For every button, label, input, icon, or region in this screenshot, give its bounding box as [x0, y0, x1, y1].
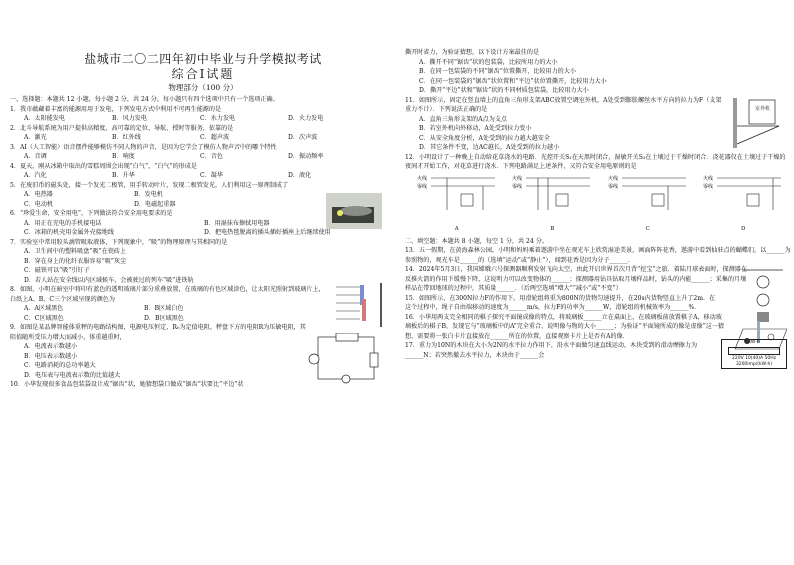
exam-header — [10, 52, 396, 93]
circuit-option-b[interactable] — [512, 174, 592, 235]
option[interactable]: B．电压表示数越小 — [24, 352, 78, 360]
option[interactable]: B．红外线 — [112, 134, 141, 141]
question-7: 7．实验室中常用胶头滴管吸取液体，下列现象中，“吸”的物理原理与其相同的是 — [10, 238, 228, 246]
question-11-block — [405, 96, 791, 153]
option[interactable]: B．升华 — [112, 172, 135, 179]
option[interactable]: B．在同一包装袋的不同“锯齿”位置撕开，比较用力的大小 — [419, 68, 576, 75]
circuit-option-d[interactable] — [703, 174, 783, 235]
section-1-title: 一、选择题：本题共 12 小题，每小题 2 分，共 24 分。每小题只有四个选项中只有一个选项正确。 — [10, 96, 279, 103]
option-label: D — [741, 226, 746, 232]
question-4-options — [10, 171, 396, 181]
circuit-options — [409, 174, 791, 235]
circuit-diagram — [512, 174, 592, 222]
exam-subtitle: 综合Ⅰ试题 — [171, 67, 235, 81]
meter-display — [728, 347, 780, 355]
question-8-block — [10, 285, 396, 323]
question-3-options — [10, 152, 396, 162]
question-1-options — [10, 114, 396, 124]
meter-unit: kW·h — [748, 340, 760, 345]
option[interactable]: B．B区域白色 — [144, 305, 184, 312]
option-label: B — [550, 226, 555, 232]
option[interactable]: C．音色 — [200, 153, 223, 160]
left-column — [10, 0, 396, 565]
question-14: 14．2024年5月3日，我国嫦娥六号探测器顺利发射飞向太空，由此开启世界首次月背“挖宝”之旅．着陆月球表面时，探测器在反推火箭的作用下缓慢下降，这说明力可以改变物体的______；探测器用钻具钻取月壤样品时，钻头的内能______；采集的月壤样品在带回地球的过程中，其质量______．（后两空选填“增大”“减小”或“不变”） — [405, 266, 747, 292]
question-6: 6．“珍爱生命，安全用电”，下列做法符合安全用电要求的是 — [10, 210, 173, 217]
question-3: 3．AI（人工智能）语音摆件能够模仿不同人物的声音，是因为它学会了模仿人物声音中的哪个特性 — [10, 143, 277, 151]
option[interactable]: A．激光 — [24, 134, 47, 141]
meter-spec-2: 3200imp/(kW·h) — [735, 362, 773, 367]
option[interactable]: D．B区域黑色 — [144, 314, 184, 322]
option[interactable]: D．撕开“平边”状和“锯齿”状的不同材质包装袋，比较用力大小 — [419, 87, 589, 94]
option[interactable]: D．其它条件不变，边AC越长，A处受到的拉力越小 — [419, 144, 560, 151]
option[interactable]: C．凝华 — [200, 172, 223, 179]
live-label: 火线 — [703, 175, 714, 182]
question-17: 17．重力为10N的木块在大小为2N的水平拉力作用下，沿水平面做匀速直线运动，木块受到的滑动摩擦力为______N；若突然撤去水平拉力，木块由于______会 — [405, 342, 698, 359]
question-9-block — [10, 323, 396, 380]
question-8: 8．如图，小明在暗室中将印有蓝色的透明玻璃片部分重叠放置，在玻璃的有色区域涂色，让太阳光照射到玻璃片上，白纸上A、B、C三个区域呈现的颜色为 — [10, 286, 325, 303]
option[interactable]: C．超声波 — [200, 134, 230, 141]
option[interactable]: A．音调 — [24, 153, 47, 160]
option[interactable]: D．次声波 — [288, 134, 318, 141]
question-1: 1．我市蕴藏着丰富的能源用用于发电，下列发电方式中利用不可再生能源的是 — [10, 105, 222, 113]
ac-unit-label: 室外机 — [755, 105, 771, 112]
question-9: 9．如图是某品牌智能体重秤的电路结构图，电源电压恒定，R₀为定值电阻，秤盘下方的电阻R为压敏电阻，其阻值随所受压力增大而减小，体重越重时， — [10, 324, 306, 341]
option[interactable]: B．穿在身上的化纤衣服容易“吸”灰尘 — [24, 257, 127, 265]
right-column — [405, 0, 791, 565]
question-16: 16．小华用两支完全相同的棋子探究平面镜成像的特点，将玻璃板______立在桌面上，在玻璃板前放置棋子A，移动玻璃板后的棋子B，发现它与“玻璃板中的A”完全重合，说明像与物的大小______；为验证“平面镜所成的像是虚像”这一猜想，需要将一张白卡片直接放在______所在的位置，直接观察卡片上是否有A的像． — [405, 313, 725, 340]
circuit-diagram — [703, 174, 783, 222]
question-2-options — [10, 133, 396, 143]
option[interactable]: C．冰箱的机壳用金属外壳接地线 — [24, 229, 114, 236]
question-13: 13．五一假期，在黄海森林公园，小明和妈妈乘着遨游中坐在观光车上欣赏湿途美景，画面阵阵花香，遨游中看到仙驻点的蝴蝶们，以______为参照物的，观光车是______的（选填“运动”或“静止”），闻到花香是因为分子______． — [405, 247, 791, 264]
neutral-label: 零线 — [512, 183, 523, 190]
meter-spec-1: 220V 10(40)A 50Hz — [731, 356, 777, 361]
fan-led-photo — [326, 193, 382, 229]
option[interactable]: B．发电机 — [134, 191, 163, 198]
question-4: 4．夏天，刚从冰箱中取出的雪糕周围会出现“白气”，“白气”的形成是 — [10, 162, 197, 170]
question-2: 2．北斗导航系统为用户提供高精度、高可靠的定位、导航、授时等服务，依靠的是 — [10, 124, 234, 132]
neutral-label: 零线 — [703, 183, 714, 190]
option[interactable]: D．电磁起重器 — [134, 200, 176, 208]
option[interactable]: B．若室外机向外移动，A处受到拉力变小 — [419, 125, 532, 132]
option[interactable]: D．把电热毯脱离的插头插好插座上后继续使用 — [204, 229, 331, 236]
circuit-diagram — [417, 174, 497, 222]
question-5: 5．在废旧币的磁头处，接一个发光二极管，用手转动叶片，发现二极管发光，人们利用这一原理制成了 — [10, 181, 289, 189]
question-11-options — [405, 115, 719, 153]
option[interactable]: C．从安全角度分析，A处受到的拉力越大越安全 — [419, 134, 550, 142]
question-17-block — [405, 340, 791, 367]
exam-title: 盐城市二〇二四年初中毕业与升学模拟考试 — [84, 52, 322, 66]
option[interactable]: C．水力发电 — [200, 115, 236, 122]
option-label: C — [645, 226, 650, 232]
question-5-block — [10, 181, 396, 210]
neutral-label: 零线 — [607, 183, 618, 190]
question-10-options — [405, 58, 791, 96]
option[interactable]: C．磁铁可以“吸”引钉子 — [24, 267, 90, 274]
top-spacer — [405, 0, 791, 48]
question-5-options — [10, 190, 254, 209]
energy-meter — [721, 339, 787, 369]
question-10: 10．小华发现很多食品包装袋设计成“锯齿”状，她猜想袋口做成“锯齿”状要比“平边”状 — [10, 381, 244, 388]
option[interactable]: D．振动频率 — [288, 153, 324, 160]
option[interactable]: B．风力发电 — [112, 115, 147, 122]
option[interactable]: D．电压表与电流表示数的比值越大 — [24, 371, 121, 379]
exam-part: 物理部分（100 分） — [168, 83, 238, 92]
option[interactable]: D．液化 — [288, 172, 312, 179]
option[interactable]: A．电热器 — [24, 191, 53, 198]
live-label: 火线 — [512, 175, 523, 182]
option[interactable]: A．直角三角形支架的A点为支点 — [419, 115, 508, 123]
question-15: 15．如图所示，在300N拉力F的作用下，用滑轮组将重为800N的货物匀速提升，在20s内货物竖直上升了2m．在这个过程中，绳子自由端移动的速度为______m/s，拉力F的功率为______W，滑轮组的机械效率为______%． — [405, 294, 716, 311]
ac-bracket-diagram — [729, 96, 787, 150]
option[interactable]: B．响度 — [112, 153, 135, 160]
option[interactable]: C．电路消耗的总功率越大 — [24, 362, 96, 369]
option[interactable]: D．火力发电 — [288, 115, 324, 122]
question-15-block — [405, 294, 791, 313]
scale-circuit-diagram — [306, 333, 388, 385]
question-12: 12．小明设计了一种晚上自动给花草浇水的电路．光控开关S₁在天黑时闭合，湿敏开关S₂在土壤过于干燥时闭合．浇花器仅在土壤过于干燥的夜间才开始工作，对花草进行浇水．下列电路满足上述条件，又符合安全用电原则的是 — [405, 153, 786, 170]
option[interactable]: B．用湿抹布擦拭用电器 — [204, 219, 270, 227]
question-8-options — [10, 304, 284, 323]
option[interactable]: A．汽化 — [24, 172, 47, 179]
live-label: 火线 — [416, 175, 427, 182]
option[interactable]: A．太阳能发电 — [24, 115, 65, 122]
circuit-option-a[interactable] — [417, 174, 497, 235]
circuit-option-c[interactable] — [608, 174, 688, 235]
option[interactable]: A．用正在充电的手机接电话 — [24, 219, 102, 227]
question-9-options — [10, 342, 284, 380]
neutral-label: 零线 — [416, 183, 427, 190]
section-2-title: 二、填空题：本题共 8 小题，每空 1 分，共 24 分。 — [405, 237, 548, 245]
option[interactable]: A．卫生间中的塑料吸盘“吸”在瓷砖上 — [24, 248, 127, 255]
live-label: 火线 — [607, 175, 618, 182]
option[interactable]: C．C区域黑色 — [24, 314, 64, 322]
question-10-cont: 撕开时省力，为验证猜想，以下设计方案最佳的是 — [405, 49, 540, 56]
circuit-diagram — [608, 174, 688, 222]
option[interactable]: C．电动机 — [24, 200, 54, 208]
option[interactable]: D．若人站在安全线以内区域候车，会被驶过的列车“吸”进铁轨 — [24, 276, 194, 284]
question-16-block — [405, 313, 791, 342]
option[interactable]: A．电流表示数越小 — [24, 343, 78, 350]
option[interactable]: A．A区域黑色 — [24, 305, 64, 312]
question-7-options — [10, 247, 396, 285]
option[interactable]: C．在同一包装袋的“锯齿”状位置和“平边”状位置撕开，比较用力大小 — [419, 77, 607, 85]
question-11: 11．如图所示，固定在竖直墙上的直角三角形支架ABC放置空调室外机，A处受到膨胀螺丝水平方向的拉力为F（支架重力不计）．下列说法正确的是 — [405, 96, 722, 113]
option[interactable]: A．撕开不同“锯齿”状的包装袋，比较所用力的大小 — [419, 58, 558, 66]
color-glass-diagram — [332, 281, 390, 329]
option-label: A — [454, 226, 459, 232]
